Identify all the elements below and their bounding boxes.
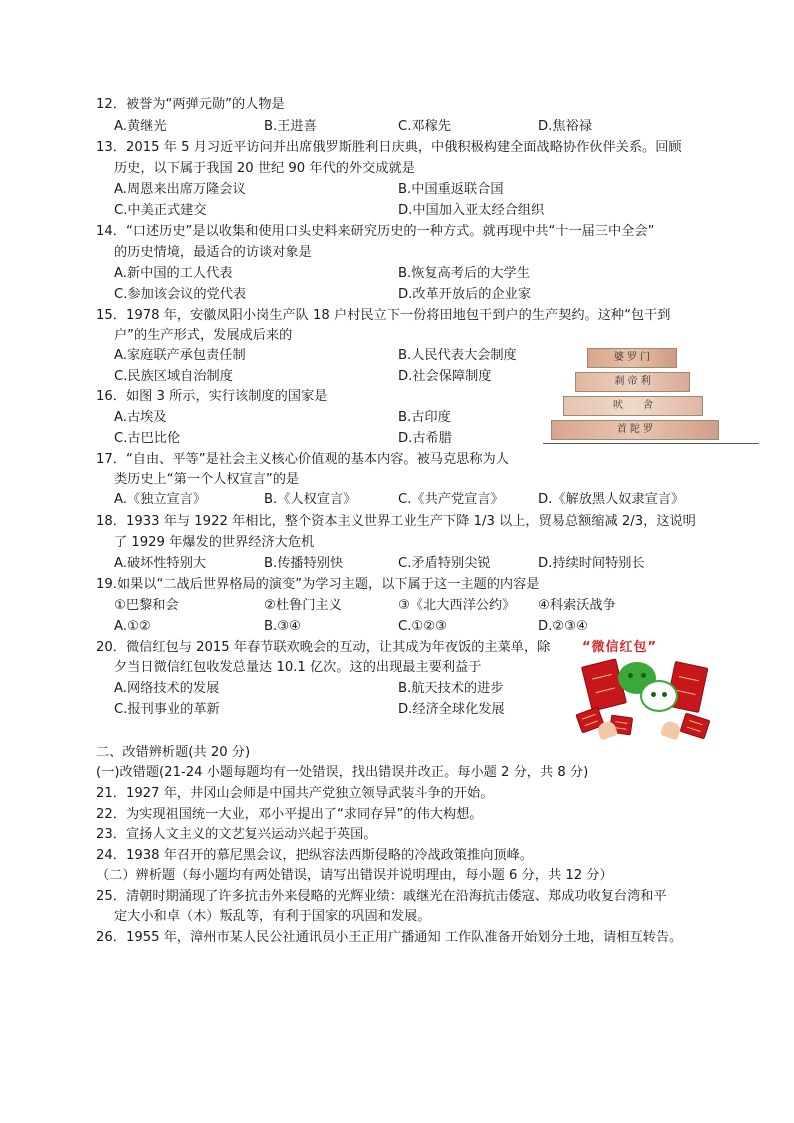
wechat-logo-eye — [651, 692, 656, 697]
q18-option-c: C.矛盾特别尖锐 — [398, 556, 491, 571]
q19-option-d: D.②③④ — [538, 619, 588, 634]
q20-stem-line1: 20．微信红包与 2015 年春节联欢晚会的互动，让其成为年夜饭的主菜单，除 — [96, 640, 551, 655]
q12-option-c: C.邓稼先 — [398, 119, 451, 134]
caste-pyramid-figure — [543, 346, 759, 446]
wechat-logo-icon — [640, 680, 678, 712]
hand-icon — [660, 720, 682, 741]
q18-stem-line1: 18．1933 年与 1922 年相比，整个资本主义世界工业生产下降 1/3 以上，贸易总额缩减 2/3，这说明 — [96, 514, 696, 529]
red-packet-icon — [680, 712, 711, 739]
q15-stem-line2: 户”的生产形式，发展成后来的 — [114, 328, 293, 343]
q19-option-c: C.①②③ — [398, 619, 447, 634]
q19-option-b: B.③④ — [264, 619, 301, 634]
q17-option-b: B.《人权宣言》 — [264, 492, 357, 507]
q17-stem-line1: 17．“自由、平等”是社会主义核心价值观的基本内容。被马克思称为人 — [96, 452, 509, 467]
q14-option-a: A.新中国的工人代表 — [114, 266, 233, 281]
q20-option-a: A.网络技术的发展 — [114, 681, 220, 696]
q17-option-d: D.《解放黑人奴隶宣言》 — [538, 492, 685, 507]
q17-option-c: C.《共产党宣言》 — [398, 492, 504, 507]
q26-text: 26．1955 年，漳州市某人民公社通讯员小王正用广播通知 工作队准备开始划分土地，请相互转告。 — [96, 930, 683, 945]
q12-option-d: D.焦裕禄 — [538, 119, 592, 134]
q20-stem-line2: 夕当日微信红包收发总量达 10.1 亿次。这的出现最主要利益于 — [114, 660, 482, 675]
q14-option-b: B.恢复高考后的大学生 — [398, 266, 530, 281]
q15-option-a: A.家庭联产承包责任制 — [114, 348, 246, 363]
wechat-red-packet-title: “微信红包” — [582, 640, 658, 655]
q13-option-b: B.中国重返联合国 — [398, 182, 504, 197]
q15-option-c: C.民族区域自治制度 — [114, 369, 233, 384]
wechat-logo-eye — [662, 692, 667, 697]
section2-title: 二、改错辨析题(共 20 分) — [96, 745, 251, 760]
q21-text: 21．1927 年，井冈山会师是中国共产党独立领导武装斗争的开始。 — [96, 786, 494, 801]
q16-option-c: C.古巴比伦 — [114, 431, 181, 446]
q16-option-b: B.古印度 — [398, 410, 451, 425]
wechat-logo-eye — [641, 673, 646, 678]
wechat-logo-eye — [628, 673, 633, 678]
pyramid-tier-brahmin: 婆 罗 门 — [587, 348, 677, 368]
q16-stem: 16．如图 3 所示，实行该制度的国家是 — [96, 389, 328, 404]
q24-text: 24．1938 年召开的慕尼黑会议，把纵容法西斯侵略的冷战政策推向顶峰。 — [96, 848, 533, 863]
q19-stem: 19.如果以“二战后世界格局的演变”为学习主题，以下属于这一主题的内容是 — [96, 577, 540, 592]
q23-text: 23．宣扬人文主义的文艺复兴运动兴起于英国。 — [96, 827, 377, 842]
q15-option-d: D.社会保障制度 — [398, 369, 492, 384]
q18-option-d: D.持续时间特别长 — [538, 556, 645, 571]
q12-stem: 12．被誉为“两弹元勋”的人物是 — [96, 97, 285, 112]
pyramid-ground-line — [543, 443, 759, 444]
q22-text: 22．为实现祖国统一大业，邓小平提出了“求同存异”的伟大构想。 — [96, 807, 483, 822]
q20-option-d: D.经济全球化发展 — [398, 702, 505, 717]
q20-option-c: C.报刊事业的革新 — [114, 702, 220, 717]
q14-option-c: C.参加该会议的党代表 — [114, 287, 247, 302]
q16-option-d: D.古希腊 — [398, 431, 452, 446]
q19-item-2: ②杜鲁门主义 — [264, 598, 342, 613]
section2-part1-heading: (一)改错题(21-24 小题每题均有一处错误，找出错误并改正。每小题 2 分，共 8 分) — [96, 765, 589, 780]
q17-option-a: A.《独立宣言》 — [114, 492, 207, 507]
q19-option-a: A.①② — [114, 619, 151, 634]
q12-option-b: B.王进喜 — [264, 119, 317, 134]
q14-option-d: D.改革开放后的企业家 — [398, 287, 532, 302]
q18-option-a: A.破坏性特别大 — [114, 556, 207, 571]
q20-option-b: B.航天技术的进步 — [398, 681, 504, 696]
q16-option-a: A.古埃及 — [114, 410, 167, 425]
q13-option-c: C.中美正式建交 — [114, 203, 207, 218]
q25-text-line1: 25．清朝时期涌现了许多抗击外来侵略的光辉业绩：戚继光在沿海抗击倭寇、郑成功收复台湾和平 — [96, 889, 667, 904]
q12-option-a: A.黄继光 — [114, 119, 167, 134]
q19-item-4: ④科索沃战争 — [538, 598, 616, 613]
section2-part2-heading: （二）辨析题（每小题均有两处错误，请写出错误并说明理由，每小题 6 分，共 12 分） — [96, 868, 613, 883]
q15-stem-line1: 15．1978 年，安徽凤阳小岗生产队 18 户村民立下一份将田地包干到户的生产契约。这种“包干到 — [96, 308, 671, 323]
pyramid-tier-vaishya: 吠 舍 — [563, 396, 703, 416]
q14-stem-line1: 14．“口述历史”是以收集和使用口头史料来研究历史的一种方式。就再现中共“十一届三中全会” — [96, 224, 655, 239]
pyramid-tier-kshatriya: 刹 帝 利 — [575, 372, 690, 392]
q18-stem-line2: 了 1929 年爆发的世界经济大危机 — [114, 535, 315, 550]
q18-option-b: B.传播特别快 — [264, 556, 344, 571]
q15-option-b: B.人民代表大会制度 — [398, 348, 517, 363]
q13-stem-line2: 历史，以下属于我国 20 世纪 90 年代的外交成就是 — [114, 161, 415, 176]
q13-stem-line1: 13．2015 年 5 月习近平访问并出席俄罗斯胜利日庆典，中俄积极构建全面战略协作伙伴关系。回顾 — [96, 140, 682, 155]
q19-item-1: ①巴黎和会 — [114, 598, 179, 613]
wechat-red-packet-figure — [576, 636, 710, 740]
q17-stem-line2: 类历史上“第一个人权宣言”的是 — [114, 472, 300, 487]
q14-stem-line2: 的历史情境，最适合的访谈对象是 — [114, 245, 312, 260]
q19-item-3: ③《北大西洋公约》 — [398, 598, 516, 613]
pyramid-tier-shudra: 首 陀 罗 — [551, 420, 719, 440]
q13-option-a: A.周恩来出席万隆会议 — [114, 182, 246, 197]
q25-text-line2: 定大小和卓（木）叛乱等，有利于国家的巩固和发展。 — [114, 909, 431, 924]
q13-option-d: D.中国加入亚太经合组织 — [398, 203, 545, 218]
